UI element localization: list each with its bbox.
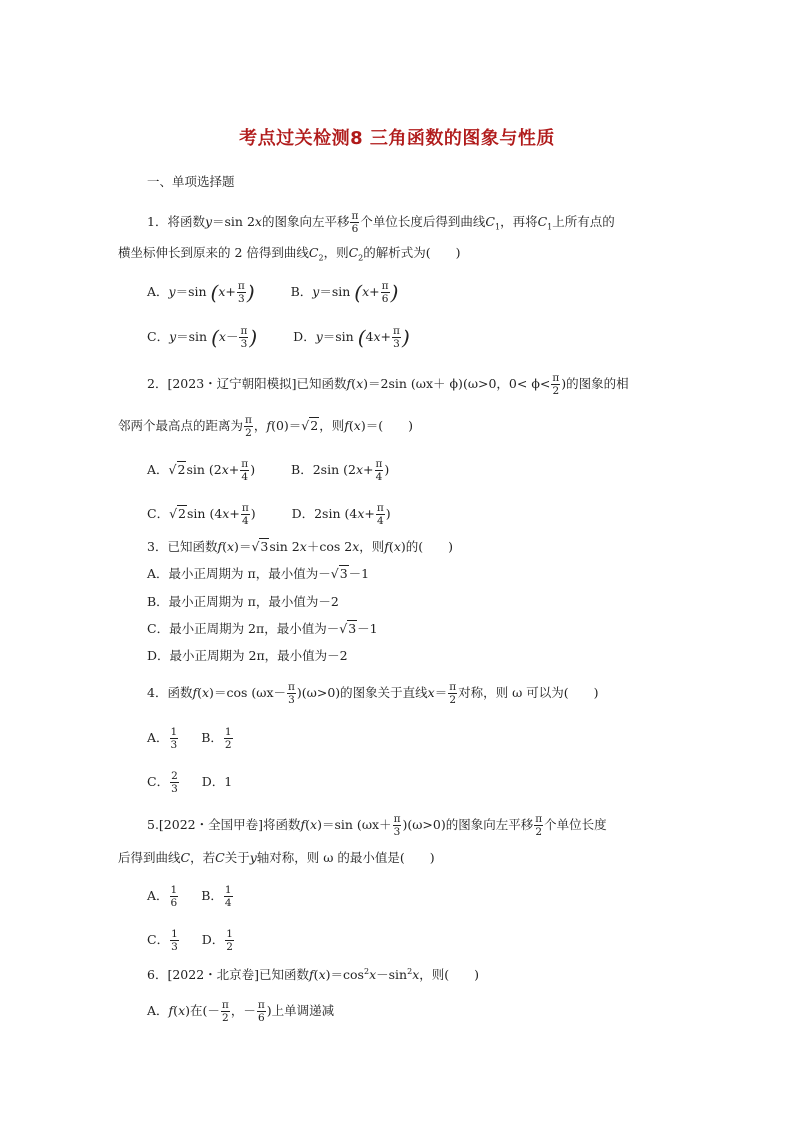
question-1-options-ab: A．y＝sin (x+ $\frac{\pi}{3}$ ) B．y＝sin (x+ $\frac{\pi}{6}$ ) <box>147 280 399 305</box>
question-5-options-cd: C． $\frac{1}{3}$ D． $\frac{1}{2}$ <box>147 928 233 953</box>
question-6-stem: 6．[2022・北京卷]已知函数$f(x)=\cos^2x-\sin^2x$，则( ) <box>147 967 480 983</box>
question-5-line-1: 5.[2022・全国甲卷]将函数f(x)＝sin (ωx＋ $\frac{\pi}{3}$ )(ω>0)的图象向左平移 $\frac{\pi}{2}$ 个单位长度 <box>147 813 607 838</box>
fraction: $\frac{\pi}{6}$ <box>351 210 359 235</box>
question-4-options-ab: A． $\frac{1}{3}$ B． $\frac{1}{2}$ <box>147 726 232 751</box>
question-2-options-ab: A．√2sin (2x+ $\frac{\pi}{4}$ ) B．2sin (2x+ $\frac{\pi}{4}$ ) <box>147 458 390 483</box>
question-1-options-cd: C．y＝sin (x－ $\frac{\pi}{3}$ ) D．y＝sin (4x+ $\frac{\pi}{3}$ ) <box>147 325 410 350</box>
question-3-option-b: B．最小正周期为 π，最小值为－2 <box>147 594 339 609</box>
question-2-line-1: 2．[2023・辽宁朝阳模拟]已知函数f(x)＝2sin (ωx＋ ϕ)(ω>0，0< ϕ< $\frac{\pi}{2}$ )的图象的相 <box>147 372 629 397</box>
question-3-stem: 3．已知函数f(x)＝√3sin 2x＋cos 2x，则f(x)的( ) <box>147 539 454 554</box>
page-title: 考点过关检测8 三角函数的图象与性质 <box>239 128 555 149</box>
question-3-option-a: A．最小正周期为 π，最小值为－√3－1 <box>147 566 370 581</box>
question-4-options-cd: C． $\frac{2}{3}$ D．1 <box>147 770 233 795</box>
question-5-options-ab: A． $\frac{1}{6}$ B． $\frac{1}{4}$ <box>147 884 232 909</box>
question-2-line-2: 邻两个最高点的距离为 $\frac{\pi}{2}$ ，f(0)＝√2，则f(x)＝( ) <box>118 414 413 439</box>
section-heading: 一、单项选择题 <box>147 174 235 189</box>
question-3-option-c: C．最小正周期为 2π，最小值为－√3－1 <box>147 621 378 636</box>
question-3-option-d: D．最小正周期为 2π，最小值为－2 <box>147 648 348 663</box>
question-5-line-2: 后得到曲线C，若C关于y轴对称，则 ω 的最小值是( ) <box>118 850 435 865</box>
question-4-stem: 4．函数f(x)＝cos (ωx－ $\frac{\pi}{3}$ )(ω>0)的图象关于直线x＝ $\frac{\pi}{2}$ 对称，则 ω 可以为( ) <box>147 681 599 706</box>
question-2-options-cd: C．√2sin (4x+ $\frac{\pi}{4}$ ) D．2sin (4x+ $\frac{\pi}{4}$ ) <box>147 502 391 527</box>
question-1-line-2: 横坐标伸长到原来的 2 倍得到曲线$C_2$，则$C_2$的解析式为( ) <box>118 245 461 263</box>
question-6-option-a: A．f(x)在(－ $\frac{\pi}{2}$ ，－ $\frac{\pi}{6}$ )上单调递减 <box>147 999 335 1024</box>
question-1-line-1: 1．将函数y＝sin 2x的图象向左平移 $\frac{\pi}{6}$ 个单位长度后得到曲线$C_1$，再将$C_1$上所有点的 <box>147 210 615 235</box>
